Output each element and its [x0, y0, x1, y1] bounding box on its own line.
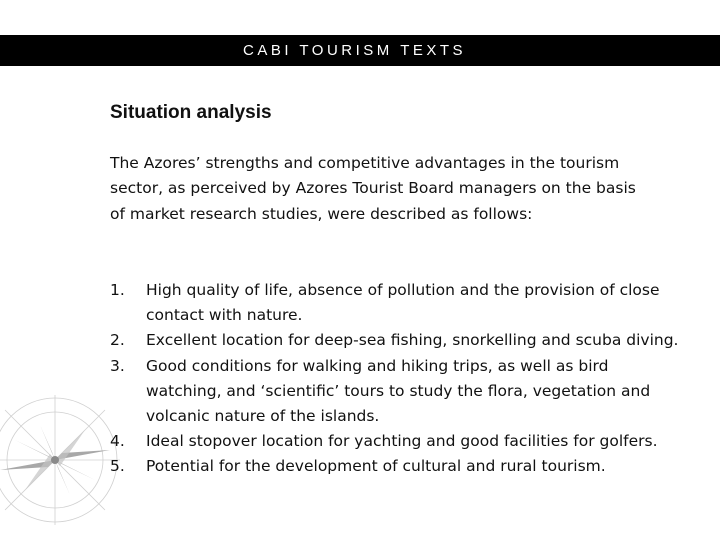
list-item-number: 5.: [110, 457, 125, 476]
list-item-text: Excellent location for deep-sea fishing, snorkelling and scuba diving.: [146, 331, 679, 350]
section-heading: Situation analysis: [110, 102, 272, 123]
list-item-number: 1.: [110, 281, 125, 299]
list-item-text: Good conditions for walking and hiking trips, as well as bird watching, and ‘scientific’ tours to study the flora, vegetation and volcanic nature of the islands.: [146, 356, 651, 426]
list-item-text: Potential for the development of cultural and rural tourism.: [146, 457, 606, 476]
list-item: [110, 429, 685, 454]
list-item-number: 3.: [110, 356, 125, 375]
list-item-number: 2.: [110, 331, 125, 350]
list-item-text: Ideal stopover location for yachting and good facilities for golfers.: [146, 432, 658, 451]
header-banner: [0, 35, 720, 66]
list-item-text: High quality of life, absence of pollution and the provision of close contact with nature.: [146, 281, 660, 325]
list-item: [110, 454, 685, 479]
banner-title: CABI TOURISM TEXTS: [243, 42, 467, 59]
strengths-list: [110, 278, 685, 480]
list-item: [110, 354, 685, 430]
list-item: [110, 278, 685, 328]
list-item: [110, 328, 685, 353]
list-item-number: 4.: [110, 432, 125, 451]
intro-paragraph: The Azores’ strengths and competitive advantages in the tourism sector, as perceived by Azores Tourist Board managers on the basis of market research studies, were described as follows:: [110, 154, 636, 223]
